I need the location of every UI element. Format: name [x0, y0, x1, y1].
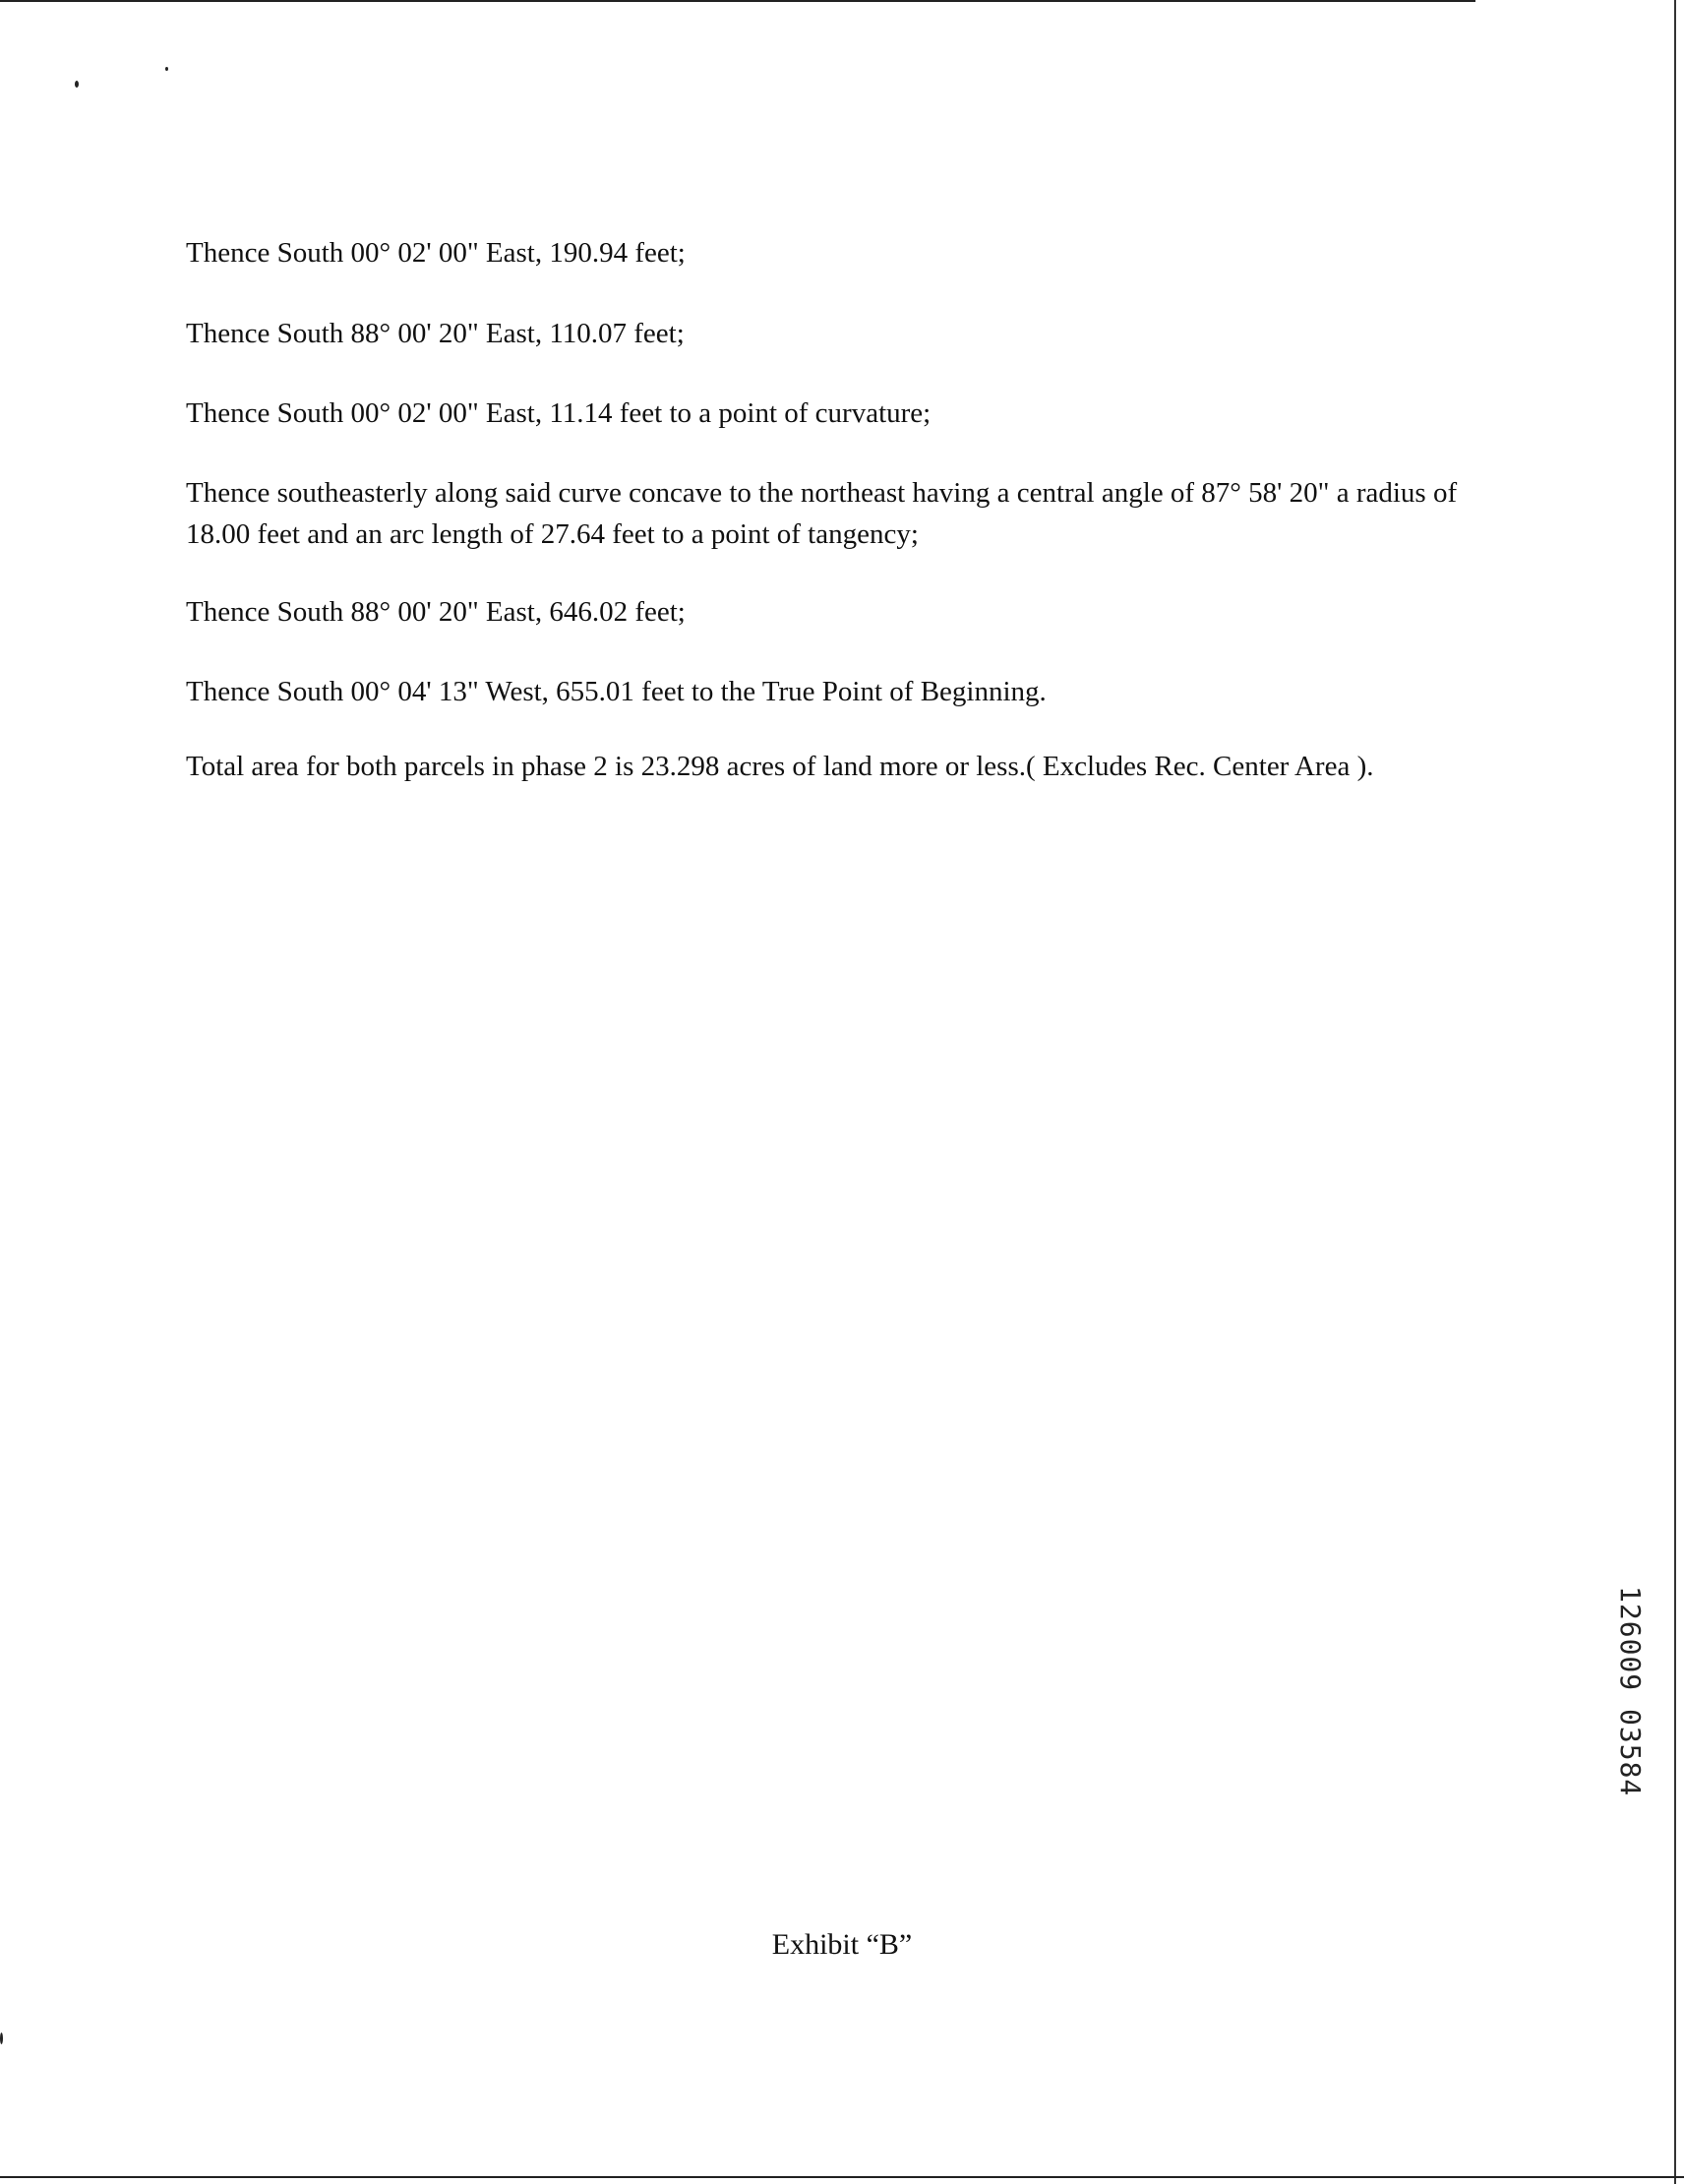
- stamp-number-text: 126009 03584: [1614, 1586, 1647, 1797]
- scan-speck: [165, 67, 168, 71]
- scan-border-bottom: [0, 2176, 1684, 2178]
- scan-border-top: [0, 0, 1475, 2]
- scan-speck: [0, 2032, 3, 2044]
- exhibit-label: Exhibit “B”: [771, 1928, 913, 1961]
- total-area-statement: Total area for both parcels in phase 2 is 23.298 acres of land more or less.( Excludes Rec. Center Area ).: [186, 751, 1374, 782]
- bearing-line-1: Thence South 00° 02' 00" East, 190.94 feet;: [186, 237, 686, 269]
- bearing-line-4: Thence South 88° 00' 20" East, 646.02 feet;: [186, 596, 686, 628]
- bearing-line-5: Thence South 00° 04' 13" West, 655.01 feet to the True Point of Beginning.: [186, 676, 1047, 707]
- curve-description: Thence southeasterly along said curve concave to the northeast having a central angle of 87° 58' 20" a radius of 18.00 feet and an arc length of 27.64 feet to a point of tangency;: [186, 477, 1458, 550]
- scan-border-right: [1674, 0, 1676, 2184]
- bearing-line-3: Thence South 00° 02' 00" East, 11.14 feet to a point of curvature;: [186, 397, 932, 429]
- document-stamp-number: [1613, 1586, 1653, 1851]
- scan-speck: [75, 81, 79, 88]
- bearing-line-2: Thence South 88° 00' 20" East, 110.07 feet;: [186, 318, 685, 349]
